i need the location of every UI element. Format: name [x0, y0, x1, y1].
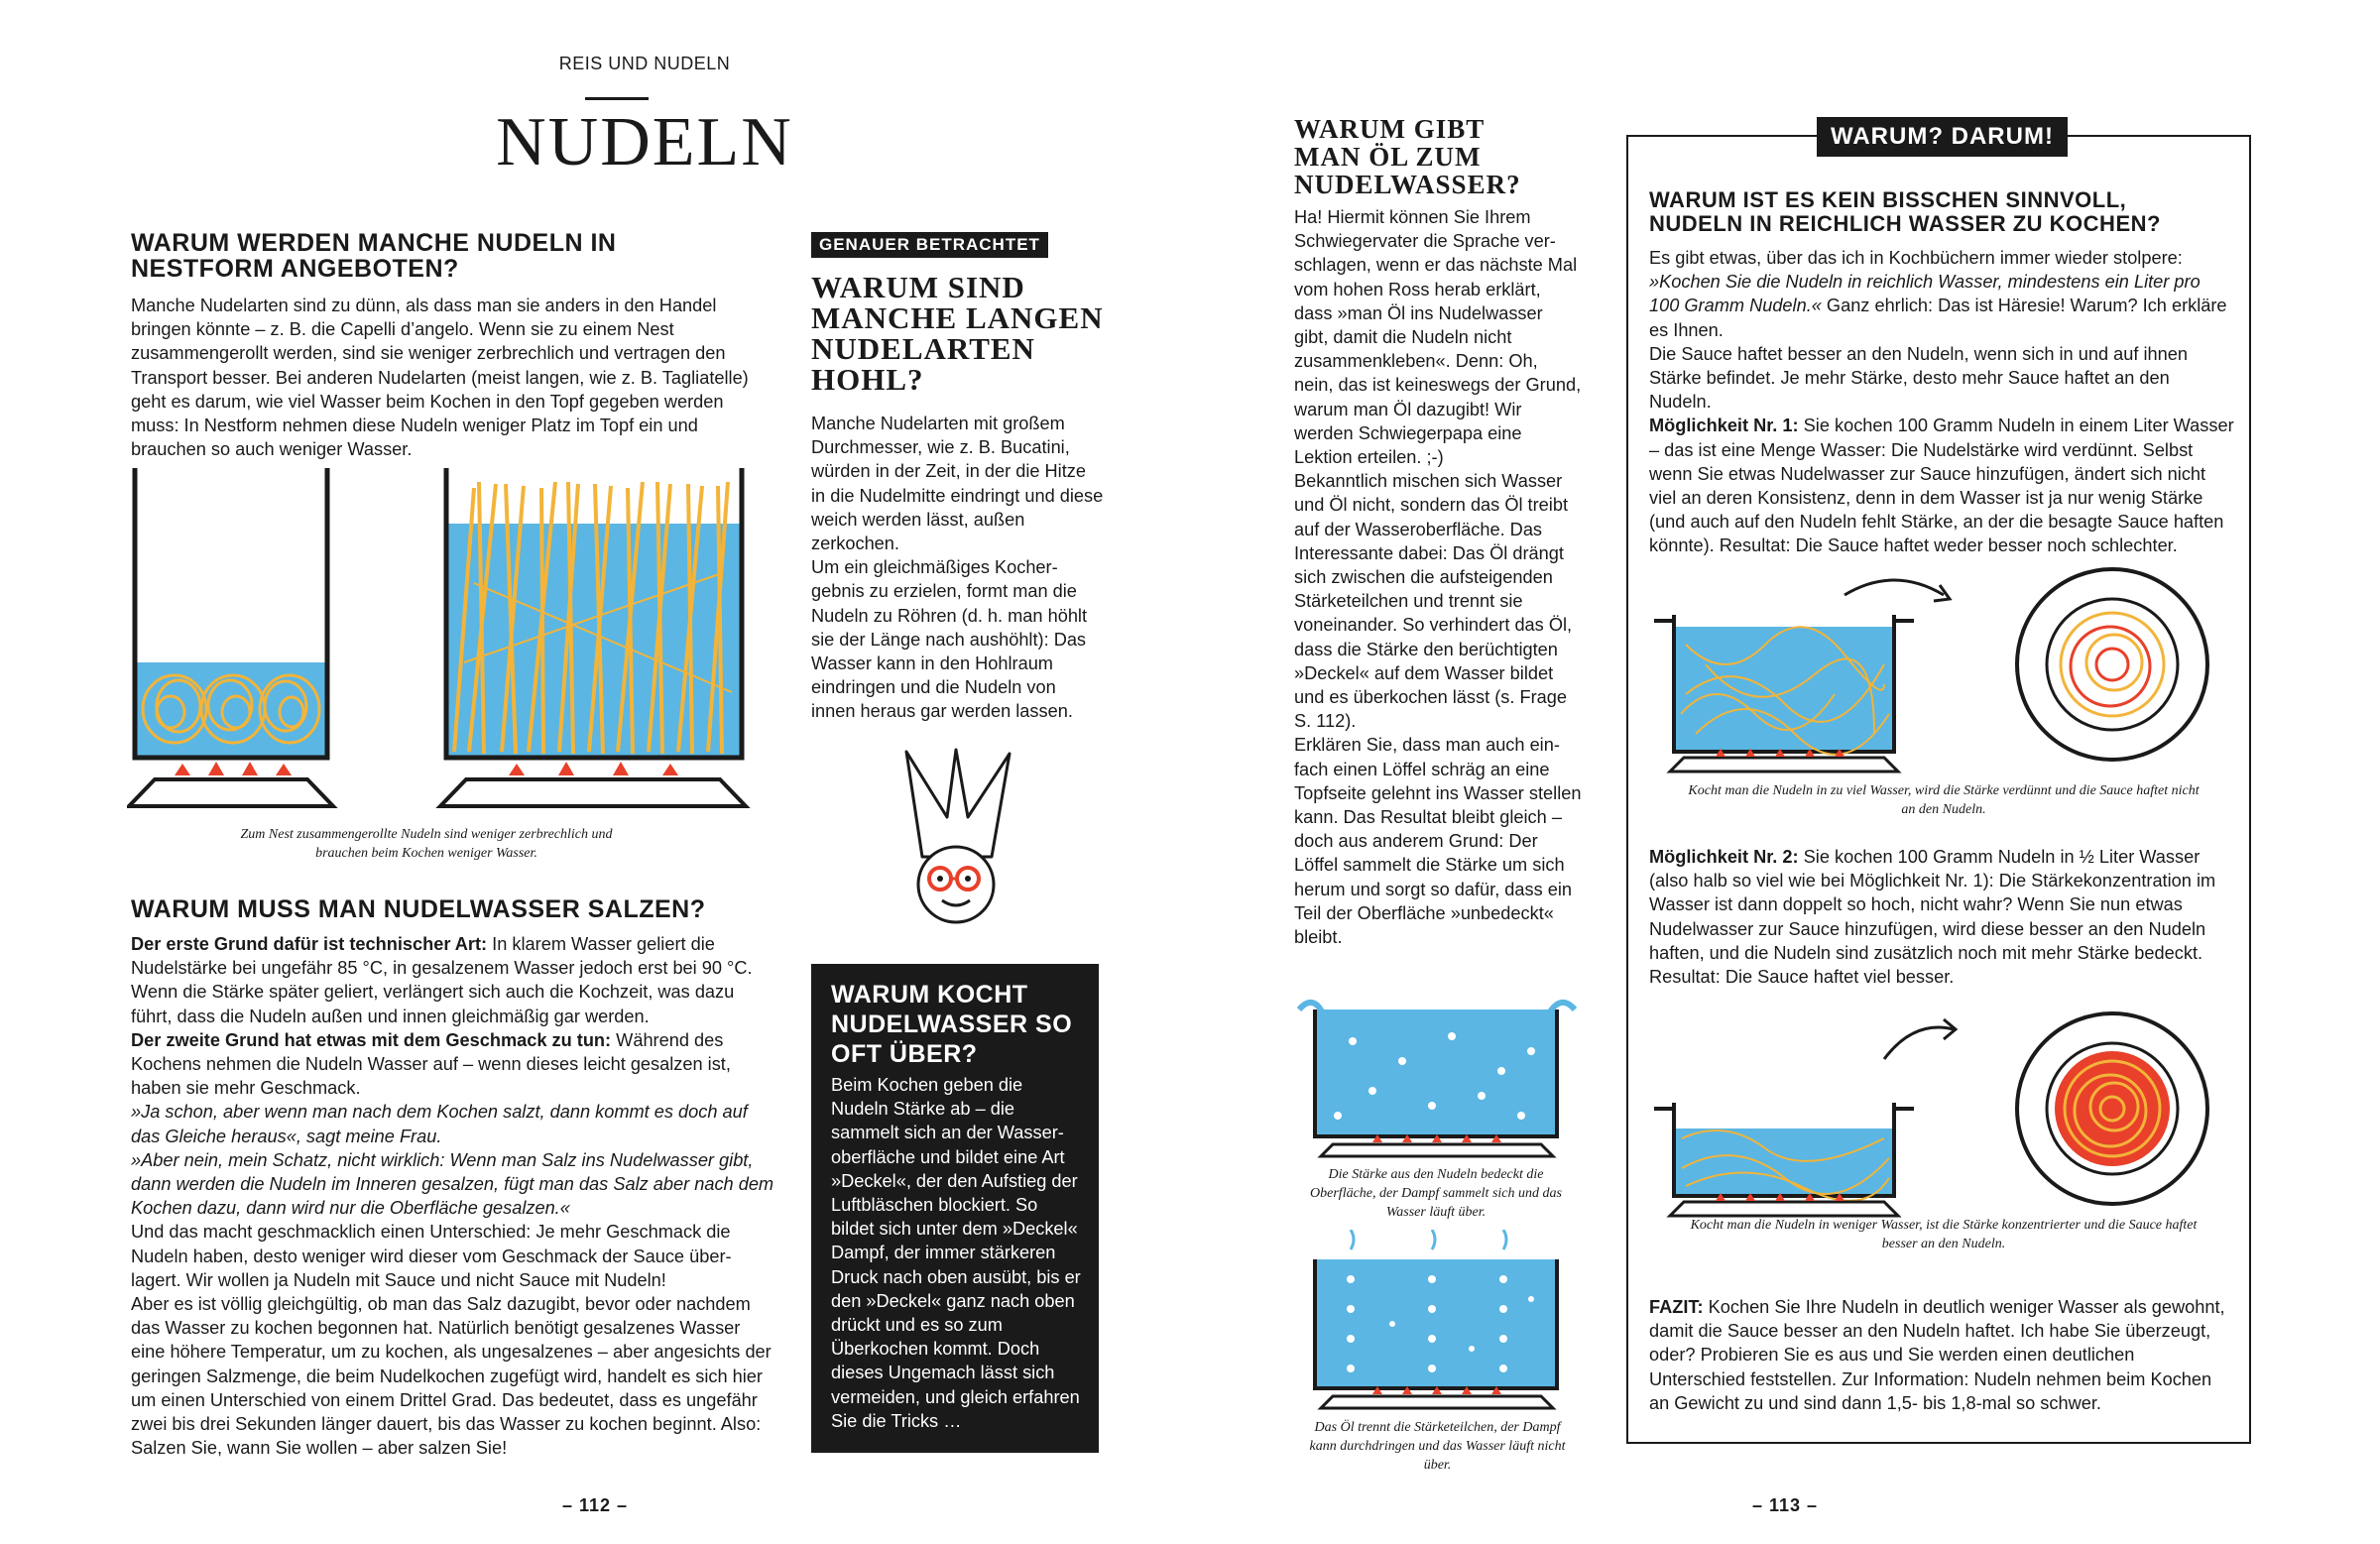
hollow-p1: Manche Nudelarten mit großem Durchmesser, wie z. B. Bucatini, würden in der Zeit, in der die Hitze in die Nudelmitte eindringt und diese weich werden lässt, außen zerkochen. [811, 414, 1104, 554]
box-m2-bold: Möglichkeit Nr. 2: [1649, 847, 1799, 867]
box-intro-2: Ganz ehrlich: Das ist Häresie! Warum? Ich erkläre es Ihnen. [1649, 296, 2227, 340]
less-water-illustration [1646, 1010, 2241, 1218]
box-caption-1: Kocht man die Nudeln in zu viel Wasser, wird die Stärke verdünnt und die Sauce haftet nicht an den Nudeln. [1688, 783, 2200, 817]
nest-heading: WARUM WERDEN MANCHE NUDELN IN NESTFORM ANGEBOTEN? [131, 229, 617, 283]
oil-text [1294, 205, 1582, 949]
box-caption-2: Kocht man die Nudeln in weniger Wasser, ist die Stärke konzentrierter und die Sauce haftet besser an den Nudeln. [1690, 1218, 2198, 1251]
salt-p4: Aber es ist völlig gleichgültig, ob man das Salz dazugibt, bevor oder nachdem das Wasser zu kochen begonnen hat. Natürlich benötigt gesalzenes Wasser eine höhere Temperatur, um zu kochen, als ungesalzenes – aber angesichts der geringen Salzmenge, die beim Nudelkochen zugefügt wird, handelt es sich hier um einen Unterschied von einem Drittel Grad. Das bedeutet, dass es ungefähr zwei bis drei Sekunden länger dauert, bis das Wasser zu kochen beginnt. Also: Salzen Sie, wann Sie wollen – aber salzen Sie! [131, 1294, 772, 1459]
nest-text: Manche Nudelarten sind zu dünn, als dass man sie anders in den Handel bringen könnte – z. B. die Capelli d’angelo. Wenn sie zu einem Nest zusammengerollt werden, sind sie weniger zerbrechlich und vertragen den Transport besser. Bei anderen Nudelarten (meist langen, wie z. B. Tagliatelle) geht es darum, wie viel Wasser beim Kochen in den Topf gegeben werden muss: In Nestform nehmen diese Nudeln weniger Platz im Topf ein und brauchen so auch weniger Wasser. [131, 296, 749, 460]
box-m1: Sie kochen 100 Gramm Nudeln in einem Liter Wasser – das ist eine Menge Wasser: Die Nudelstärke wird verdünnt. Selbst wenn Sie etwas Nudelwasser zur Sauce hinzufügen, ändert sich nicht viel an deren Konsistenz, denn in dem Wasser ist ja nur wenig Stärke (und auch auf den Nudeln fehlt Stärke, an der die besagte Sauce haften könnte). Resultat: Die Sauce haftet weder besser noch schlechter. [1649, 416, 2234, 556]
hollow-text [811, 412, 1104, 724]
salt-p2: Während des Kochens nehmen die Nudeln Wasser auf – wenn dieses leicht gesalzen ist, haben sie mehr Geschmack. [131, 1029, 731, 1099]
hollow-p2: Um ein gleichmäßiges Kochergebnis zu erzielen, formt man die Nudeln zu Röhren (d. h. man höhlt sie der Länge nach aushöhlt): Das Wasser kann in den Hohlraum eindringen und die Nudeln von innen heraus gar werden lassen. [811, 557, 1088, 722]
hollow-tag: GENAUER BETRACHTET [811, 232, 1048, 258]
salt-text [131, 932, 775, 1460]
box-m2: Sie kochen 100 Gramm Nudeln in ½ Liter Wasser (also halb so viel wie bei Möglichkeit Nr. 1): Die Stärkekonzentration im Wasser ist dann doppelt so hoch, nicht wahr? Wenn Sie nun etwas Nudelwasser zur Sauce hinzufügen, wird diese besser an den Nudeln haften, und die Nudeln sind zusätzlich noch mit mehr Stärke bedeckt. Resultat: Die Sauce haftet viel besser. [1649, 847, 2216, 988]
boilover-illustration [1293, 992, 1581, 1160]
page-number-right: – 113 – [1751, 1495, 1819, 1515]
salt-quote-2: »Aber nein, mein Schatz, nicht wirklich: Wenn man Salz ins Nudelwasser gibt, dann werden die Nudeln im Inneren gesalzen, fügt man das Salz aber nach dem Kochen dazu, dann wird nur die Oberfläche gesalzen.« [131, 1149, 774, 1219]
box-fazit-text: Kochen Sie Ihre Nudeln in deutlich weniger Wasser als gewohnt, damit die Sauce besser an den Nudeln haftet. Ich habe Sie überzeugt, oder? Probieren Sie es aus und Sie werden einen deutlichen Unterschied feststellen. Zur Information: Nudeln nehmen beim Kochen an Gewicht zu und sind dann 1,5- bis 1,8-mal so schwer. [1649, 1297, 2225, 1413]
page-number-left: – 112 – [561, 1495, 629, 1515]
oil-caption-2: Das Öl trennt die Stärketeilchen, der Dampf kann durchdringen und das Wasser läuft nicht über. [1309, 1420, 1566, 1473]
boilover-text: Beim Kochen geben die Nudeln Stärke ab – die sammelt sich an der Wasseroberfläche und bildet eine Art »Deckel«, der den Aufstieg der Luftbläschen blockiert. So bildet sich unter dem »Deckel« Dampf, der immer stärkeren Druck nach oben ausübt, bis er den »Deckel« ganz nach oben drückt und es so zum Überkochen kommt. Doch dieses Ungemach lässt sich vermeiden, und gleich erfahren Sie die Tricks … [831, 1075, 1081, 1431]
box-m1-bold: Möglichkeit Nr. 1: [1649, 416, 1799, 436]
salt-quote-1: »Ja schon, aber wenn man nach dem Kochen salzt, dann kommt es doch auf das Gleiche heraus«, sagt meine Frau. [131, 1102, 748, 1146]
hollow-heading: WARUM SIND MANCHE LANGEN NUDELARTEN HOHL? [811, 270, 1104, 397]
box-heading: WARUM IST ES KEIN BISSCHEN SINNVOLL, NUDELN IN REICHLICH WASSER ZU KOCHEN? [1649, 187, 2161, 236]
much-water-illustration [1646, 565, 2241, 773]
box-fazit-bold: FAZIT: [1649, 1297, 1704, 1317]
oil-illustration [1293, 1230, 1581, 1413]
oil-heading: WARUM GIBT MAN ÖL ZUM NUDELWASSER? [1294, 114, 1521, 199]
chef-illustration [892, 746, 1021, 934]
oil-p1: Ha! Hiermit können Sie Ihrem Schwiegervater die Sprache verschlagen, wenn er das nächste Mal vom hohen Ross herab erklärt, dass »man Öl ins Nudelwasser gibt, damit die Nudeln nicht zusammenkleben«. Denn: Oh, nein, das ist keineswegs der Grund, warum man Öl dazugibt! Wir werden Schwiegerpapa eine Lektion erteilen. ;-) [1294, 207, 1582, 468]
box-p2: Die Sauce haftet besser an den Nudeln, wenn sich in und auf ihnen Stärke befindet. Je mehr Stärke, desto mehr Sauce haftet an den Nudeln. [1649, 343, 2188, 413]
page-title: NUDELN [496, 104, 793, 180]
box-text-1 [1649, 246, 2234, 558]
salt-heading: WARUM MUSS MAN NUDELWASSER SALZEN? [131, 895, 706, 923]
nest-caption: Zum Nest zusammengerollte Nudeln sind weniger zerbrechlich und brauchen beim Kochen weniger Wasser. [240, 827, 613, 861]
boilover-heading: WARUM KOCHT NUDELWASSER SO OFT ÜBER? [831, 981, 1073, 1068]
warum-darum-tag: WARUM? DARUM! [1817, 117, 2068, 157]
salt-p1: In klarem Wasser geliert die Nudelstärke bei ungefähr 85 °C, in gesalzenem Wasser jedoch erst bei 90 °C. Wenn die Stärke später geliert, verlängert sich auch die Kochzeit, was dazu führt, dass die Nudeln außen und innen gleichmäßig gar werden. [131, 934, 753, 1026]
box-intro: Es gibt etwas, über das ich in Kochbüchern immer wieder stolpere: [1649, 248, 2183, 268]
oil-caption-1: Die Stärke aus den Nudeln bedeckt die Oberfläche, der Dampf sammelt sich und das Wasser läuft über. [1310, 1167, 1562, 1220]
salt-p3: Und das macht geschmacklich einen Unterschied: Je mehr Geschmack die Nudeln haben, desto weniger wird dieser vom Geschmack der Sauce überlagert. Wir wollen ja Nudeln mit Sauce und nicht Sauce mit Nudeln! [131, 1222, 732, 1290]
oil-p2: Bekanntlich mischen sich Wasser und Öl nicht, sondern das Öl treibt auf der Wasseroberfläche. Das Interessante dabei: Das Öl drängt sich zwischen die aufsteigenden Stärketeilchen und trennt sie voneinander. So verhindert das Öl, dass die Stärke den berüchtigten »Deckel« auf dem Wasser bildet und es überkochen lässt (s. Frage S. 112). [1294, 471, 1573, 732]
box-fazit [1649, 1295, 2234, 1415]
box-quote: »Kochen Sie die Nudeln in reichlich Wasser, mindestens ein Liter pro 100 Gramm Nudeln.« [1649, 272, 2201, 316]
section-rule [585, 97, 649, 100]
oil-p3: Erklären Sie, dass man auch einfach einen Löffel schräg an eine Topfseite gelehnt ins Wasser stellen kann. Das Resultat bleibt gleich – doch aus anderem Grund: Der Löffel sammelt die Stärke um sich herum und sorgt so dafür, dass ein Teil der Oberfläche »unbedeckt« bleibt. [1294, 735, 1582, 948]
salt-p1-bold: Der erste Grund dafür ist technischer Art: [131, 934, 488, 954]
section-label: REIS UND NUDELN [558, 54, 731, 73]
salt-p2-bold: Der zweite Grund hat etwas mit dem Geschmack zu tun: [131, 1029, 612, 1050]
nest-illustration [127, 464, 762, 816]
box-text-2 [1649, 845, 2234, 989]
